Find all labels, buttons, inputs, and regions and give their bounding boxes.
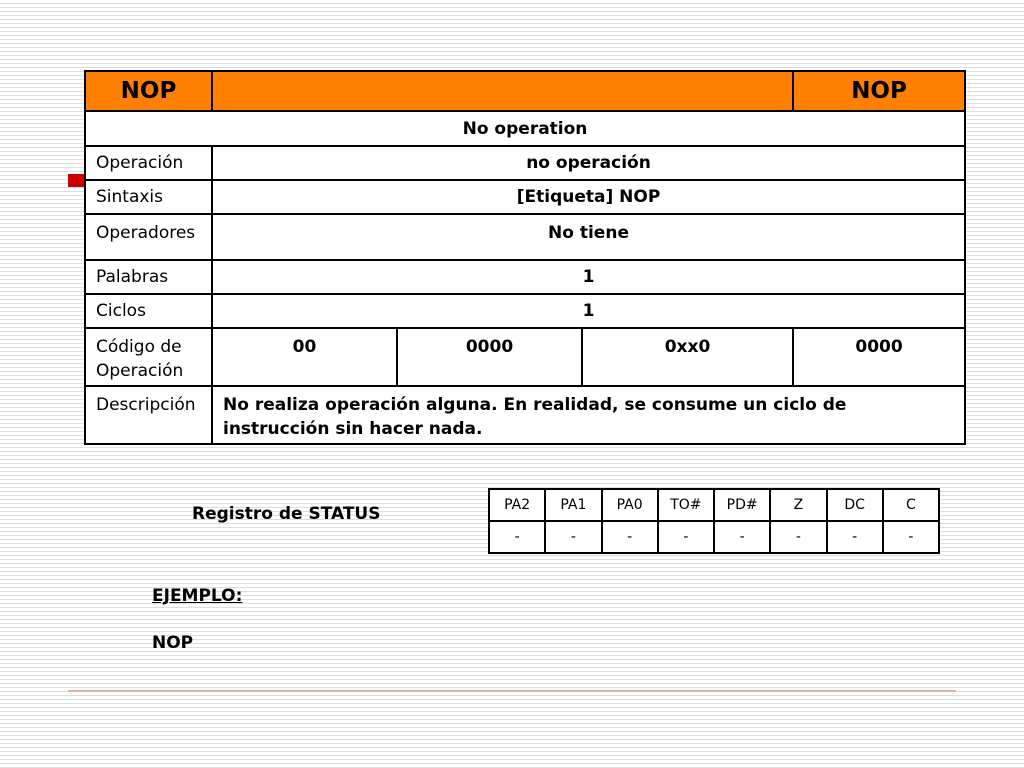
status-register-label: Registro de STATUS bbox=[192, 504, 381, 524]
status-value: - bbox=[883, 521, 939, 553]
row-operadores bbox=[85, 214, 965, 260]
descripcion-line2: instrucción sin hacer nada. bbox=[223, 419, 483, 439]
status-header: PA2 bbox=[489, 489, 545, 521]
status-value: - bbox=[714, 521, 770, 553]
status-value: - bbox=[489, 521, 545, 553]
label-operacion: Operación bbox=[85, 146, 212, 180]
instruction-table bbox=[84, 70, 966, 445]
header-row bbox=[85, 71, 965, 111]
subtitle: No operation bbox=[85, 111, 965, 146]
status-value: - bbox=[545, 521, 601, 553]
subtitle-row bbox=[85, 111, 965, 146]
status-value: - bbox=[602, 521, 658, 553]
status-value-row bbox=[489, 521, 939, 553]
status-header: PA1 bbox=[545, 489, 601, 521]
footer-divider bbox=[68, 690, 956, 692]
codigo-value-2: 0000 bbox=[397, 328, 582, 386]
example-title: EJEMPLO: bbox=[152, 586, 243, 606]
header-right: NOP bbox=[793, 71, 965, 111]
row-palabras bbox=[85, 260, 965, 294]
value-sintaxis: [Etiqueta] NOP bbox=[212, 180, 965, 214]
value-ciclos: 1 bbox=[212, 294, 965, 328]
example-code: NOP bbox=[152, 633, 194, 653]
label-sintaxis: Sintaxis bbox=[85, 180, 212, 214]
label-operadores: Operadores bbox=[85, 214, 212, 260]
row-descripcion bbox=[85, 386, 965, 444]
status-header: DC bbox=[827, 489, 883, 521]
label-codigo-line2: Operación bbox=[96, 361, 184, 381]
label-palabras: Palabras bbox=[85, 260, 212, 294]
status-header-row bbox=[489, 489, 939, 521]
value-palabras: 1 bbox=[212, 260, 965, 294]
label-descripcion: Descripción bbox=[85, 386, 212, 444]
label-ciclos: Ciclos bbox=[85, 294, 212, 328]
value-descripcion bbox=[212, 386, 965, 444]
status-header: C bbox=[883, 489, 939, 521]
header-middle bbox=[212, 71, 793, 111]
status-value: - bbox=[658, 521, 714, 553]
value-operacion: no operación bbox=[212, 146, 965, 180]
row-sintaxis bbox=[85, 180, 965, 214]
status-register-table bbox=[488, 488, 940, 554]
label-codigo-line1: Código de bbox=[96, 337, 182, 357]
status-value: - bbox=[770, 521, 826, 553]
header-left: NOP bbox=[85, 71, 212, 111]
codigo-value-1: 00 bbox=[212, 328, 397, 386]
status-header: Z bbox=[770, 489, 826, 521]
status-header: PD# bbox=[714, 489, 770, 521]
codigo-value-4: 0000 bbox=[793, 328, 965, 386]
row-operacion bbox=[85, 146, 965, 180]
status-header: TO# bbox=[658, 489, 714, 521]
codigo-value-3: 0xx0 bbox=[582, 328, 793, 386]
status-header: PA0 bbox=[602, 489, 658, 521]
status-value: - bbox=[827, 521, 883, 553]
row-ciclos bbox=[85, 294, 965, 328]
value-operadores: No tiene bbox=[212, 214, 965, 260]
label-codigo bbox=[85, 328, 212, 386]
descripcion-line1: No realiza operación alguna. En realidad, se consume un ciclo de bbox=[223, 395, 847, 415]
row-codigo bbox=[85, 328, 965, 386]
